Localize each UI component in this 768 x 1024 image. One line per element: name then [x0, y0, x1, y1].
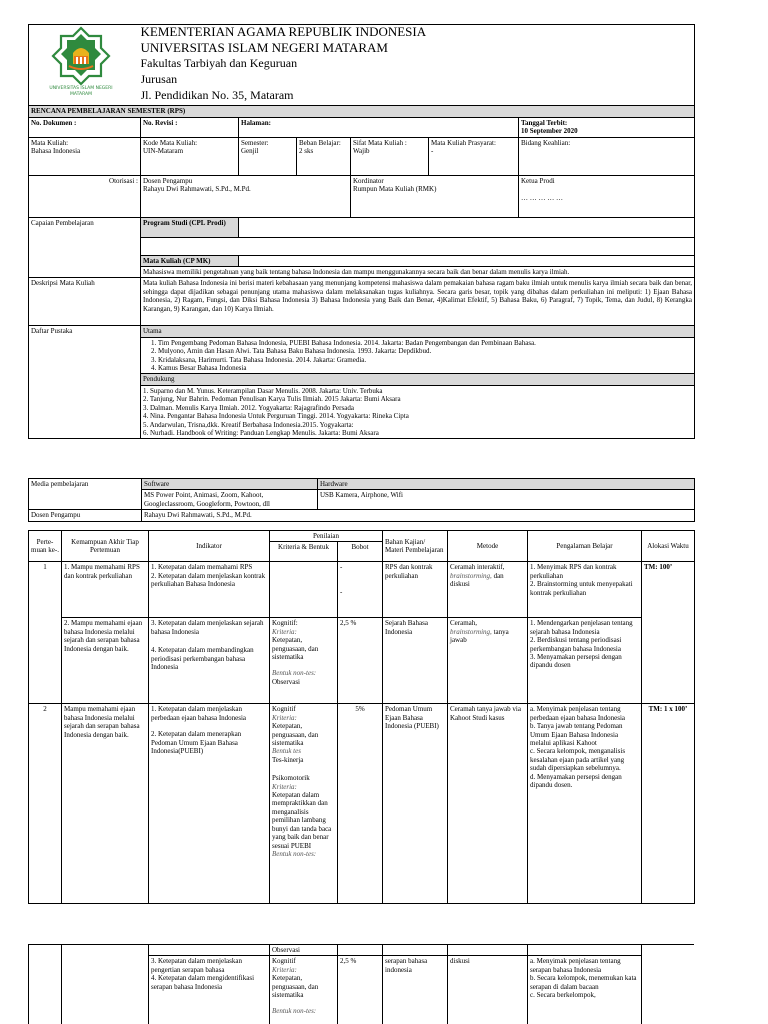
pengalaman-item: 3. Menyamakan persepsi dengan dipandu dosen: [530, 653, 622, 670]
th-kriteria: Kriteria & Bentuk: [270, 542, 338, 562]
mata-kuliah: [29, 137, 141, 175]
semester-value: Genjil: [241, 147, 259, 156]
software-label: Software: [142, 479, 318, 490]
kriteria-label: Kognitif: [272, 957, 296, 966]
beban-label: Beban Belajar:: [299, 138, 341, 147]
meeting-number: 2: [29, 704, 62, 904]
indikator-item: 3. Ketepatan dalam menjelaskan pengertian serapan bahasa: [151, 957, 242, 974]
logo-caption-2: MATARAM: [70, 92, 92, 97]
pengalaman-item: b. Tanya jawab tentang Pedoman Umum Ejaan Bahasa Indonesia melalui aplikasi Kahoot: [530, 722, 623, 748]
pengalaman-2: [528, 618, 642, 704]
rps-title: RENCANA PEMBELAJARAN SEMESTER (RPS): [29, 106, 695, 117]
pengalaman-item: 2. Berdiskusi tentang periodisasi perkembangan bahasa Indonesia: [530, 636, 622, 653]
university-name: UNIVERSITAS ISLAM NEGERI MATARAM: [140, 40, 388, 55]
hardware-label: Hardware: [318, 479, 695, 490]
th-penilaian: Penilaian: [270, 531, 383, 542]
kriteria-italic: Kriteria:: [272, 627, 297, 636]
pendukung-item: 4. Nina. Pengantar Bahasa Indonesia Untuk Perguruan Tinggi. 2014. Yogyakarta: Rineka Cipta: [143, 412, 409, 421]
waktu-2: TM: 1 x 100’: [642, 704, 695, 904]
tanggal-label: Tanggal Terbit:: [521, 118, 568, 127]
otorisasi-label: Otorisasi :: [29, 175, 141, 217]
bentuk-label: Bentuk non-tes:: [272, 1007, 317, 1016]
semester-label: Semester:: [241, 138, 269, 147]
indikator-item: 2. Ketepatan dalam menerapkan Pedoman Umum Ejaan Bahasa Indonesia(PUEBI): [151, 730, 242, 756]
sifat-value: Wajib: [353, 147, 370, 156]
plan-table: [28, 530, 694, 904]
metode-text: Ceramah interaktif,: [450, 563, 505, 572]
th-bobot: Bobot: [338, 542, 383, 562]
cont-bobot-top: [338, 945, 383, 956]
pengalaman-item: c. Secara berkelompok,: [530, 991, 596, 1000]
plan-table-continued: [28, 944, 694, 1024]
cpl-label: Program Studi (CPL Prodi): [141, 217, 239, 237]
software-value: MS Power Point, Animasi, Zoom, Kahoot, Googleclassroom, Googleform, Powtoon, dll: [142, 490, 318, 510]
indikator-item: 4. Ketepatan dalam membandingkan periodisasi perkembangan bahasa Indonesia: [151, 646, 254, 672]
th-metode: Metode: [448, 531, 528, 562]
prasyarat-value: -: [431, 147, 434, 156]
kode-value: UIN-Mataram: [143, 147, 184, 156]
kriteria-label: Kognitif: [272, 705, 296, 714]
bentuk-label: Bentuk non-tes:: [272, 669, 317, 678]
th-indikator: Indikator: [149, 531, 270, 562]
kriteria-4: [270, 956, 338, 1024]
cont-indikator-top: [149, 945, 270, 956]
cpmk-label: Mata Kuliah (CP MK): [141, 255, 239, 266]
kriteria-italic: Kriteria:: [272, 713, 297, 722]
kemampuan-2: 2. Mampu memahami ejaan bahasa Indonesia melalui sejarah dan serapan bahasa Indonesia dengan baik.: [62, 618, 149, 704]
pendukung-item: 5. Andarwulan, Trisna,dkk. Kreatif Berbahasa Indonesia.2015. Yogyakarta:: [143, 420, 354, 429]
kriteria-body: Ketepatan, penguasaan, dan sistematika: [272, 722, 319, 748]
kode-label: Kode Mata Kuliah:: [143, 138, 198, 147]
metode-text: tanya jawab: [450, 627, 509, 645]
pendukung-label: Pendukung: [141, 374, 695, 385]
th-pengalaman: Pengalaman Belajar: [528, 531, 642, 562]
th-alokasi: Alokasi Waktu: [642, 531, 695, 562]
bobot-3: 5%: [338, 704, 383, 904]
sifat: [351, 137, 429, 175]
kriteria-italic: Kriteria:: [272, 782, 297, 791]
bentuk-label: Bentuk non-tes:: [272, 849, 317, 858]
cont-no: [29, 945, 62, 1024]
ketua-prodi: [519, 175, 695, 217]
deskripsi-text: Mata kuliah Bahasa Indonesia ini berisi materi kebahasaan yang menunjang kompetensi mahasiswa dalam pemakaian bahasa ragam baku ilmiah untuk menulis karya ilmiah secara baik dan benar, sehingga dapat dijadikan sebagai penunjang utama mahasiswa dalam melaksanakan tugas kuliahnya. Secara garis besar, topik yang dibahas dalam perkuliahan ini meliputi: 1) Ejaan Bahasa Indonesia, 2) Ragam, Fungsi, dan Diksi Bahasa Indonesia 3) Bahasa Indonesia yang Baik dan Benar, 4)Kalimat Efektif, 5) Bahasa Baku, 6) Paragraf, 7) Topik, Tema, dan Judul, 8) Kerangka Karangan, 9) Karangan, dan 10) Karya Ilmiah.: [141, 278, 695, 326]
indikator-item: 2. Ketepatan dalam menjelaskan kontrak perkuliahan Bahasa Indonesia: [151, 571, 266, 589]
meeting-number: 1: [29, 562, 62, 704]
semester: [239, 137, 297, 175]
bentuk-value: Tes-kinerja: [272, 755, 304, 764]
header-text: [141, 25, 695, 106]
utama-item: 1. Tim Pengembang Pedoman Bahasa Indonesia, PUEBI Bahasa Indonesia. 2014. Jakarta: Badan Pengembangan dan Pembinaan Bahasa.: [151, 338, 536, 347]
kriteria-italic: Kriteria:: [272, 965, 297, 974]
pendukung-item: 2. Tanjung, Nur Bahrin. Pedoman Penulisan Karya Tulis Ilmiah. 2015 Jakarta: Bumi Aksara: [143, 395, 401, 404]
indikator-3: [149, 704, 270, 904]
indikator-item: 4. Ketepatan dalam mengidentifikasi serapan bahasa Indonesia: [151, 974, 255, 991]
bentuk-value: Observasi: [272, 677, 300, 686]
cpl-blank: [141, 237, 695, 255]
pengalaman-item: a. Menyimak penjelasan tentang perbedaan ejaan bahasa Indonesia: [530, 705, 626, 722]
cont-observasi: Observasi: [270, 945, 338, 956]
pengalaman-item: b. Secara kelompok, menemukan kata serapan di dalam bacaan: [530, 974, 637, 991]
bidang-keahlian: Bidang Keahlian:: [519, 137, 695, 175]
pendukung-item: 3. Dalman. Menulis Karya Ilmiah. 2012. Yogyakarta: Rajagrafindo Persada: [143, 403, 354, 412]
pengalaman-item: a. Menyimak penjelasan tentang serapan bahasa Indonesia: [530, 957, 621, 974]
pendukung-item: 6. Nurhadi. Handbook of Writing: Panduan Lengkap Menulis. Jakarta: Bumi Aksara: [143, 428, 379, 437]
metode-4: diskusi: [448, 956, 528, 1024]
ketua-value: … … … … …: [521, 194, 563, 203]
bobot-dash: -: [340, 563, 343, 572]
kriteria-label: Kognitif:: [272, 619, 298, 628]
bahan-4: serapan bahasa indonesia: [383, 956, 448, 1024]
university-logo-icon: [31, 26, 131, 102]
metode-1: [448, 562, 528, 618]
bahan-1: RPS dan kontrak perkuliahan: [383, 562, 448, 618]
faculty-name: Fakultas Tarbiyah dan Keguruan: [140, 56, 298, 70]
beban: [297, 137, 351, 175]
pengalaman-1: [528, 562, 642, 618]
indikator-1: [149, 562, 270, 618]
metode-2: [448, 618, 528, 704]
deskripsi-label: Deskripsi Mata Kuliah: [29, 278, 141, 326]
rps-block: [28, 24, 694, 439]
logo-caption-1: UNIVERSITAS ISLAM NEGERI: [49, 86, 113, 91]
th-bahan: Bahan Kajian/ Materi Pembelajaran: [383, 531, 448, 562]
beban-value: 2 sks: [299, 147, 314, 156]
metode-text: Ceramah,: [450, 619, 478, 628]
cont-bahan-top: [383, 945, 448, 956]
sifat-label: Sifat Mata Kuliah :: [353, 138, 407, 147]
department: Jurusan: [140, 72, 178, 86]
tanggal-value: 10 September 2020: [521, 127, 578, 136]
prasyarat: [429, 137, 519, 175]
prasyarat-label: Mata Kuliah Prasyarat:: [431, 138, 496, 147]
cpl-value: [239, 217, 695, 237]
metode-italic: brainstorming,: [450, 571, 492, 580]
mk-value: Bahasa Indonesia: [31, 147, 81, 156]
bentuk-label: Bentuk tes: [272, 747, 301, 756]
kriteria-2: [270, 618, 338, 704]
dosen-label: Dosen Pengampu: [143, 176, 193, 185]
hardware-value: USB Kamera, Airphone, Wifi: [318, 490, 695, 510]
cont-metode-top: [448, 945, 528, 956]
utama-item: 3. Kridalaksana, Harimurti. Tata Bahasa Indonesia. 2014. Jakarta: Gramedia.: [151, 355, 367, 364]
dosen-name: Rahayu Dwi Rahmawati, S.Pd., M.Pd.: [143, 185, 251, 194]
kriteria-body: Ketepatan, penguasaan, dan sistematika: [272, 974, 319, 1000]
bahan-3: Pedoman Umum Ejaan Bahasa Indonesia (PUEBI): [383, 704, 448, 904]
indikator-item: 1. Ketepatan dalam menjelaskan perbedaan ejaan bahasa Indonesia: [151, 705, 247, 722]
utama-item: 2. Mulyono, Amin dan Hasan Alwi. Tata Bahasa Baku Bahasa Indonesia. 1993. Jakarta: Depdikbud.: [151, 347, 432, 356]
dosen-pengampu-value: Rahayu Dwi Rahmawati, S.Pd., M.Pd.: [142, 510, 695, 521]
pengalaman-item: 1. Menyimak RPS dan kontrak perkuliahan: [530, 563, 617, 580]
bobot-2: 2,5 %: [338, 618, 383, 704]
indikator-item: 3. Ketepatan dalam menjelaskan sejarah bahasa Indonesia: [151, 619, 264, 636]
kode-mk: [141, 137, 239, 175]
media-block: [28, 478, 694, 522]
indikator-2: [149, 618, 270, 704]
no-dokumen: No. Dokumen :: [29, 117, 141, 137]
address: Jl. Pendidikan No. 35, Mataram: [140, 88, 294, 102]
metode-text: dan diskusi: [450, 571, 504, 589]
psiko-label: Psikomotorik: [272, 774, 310, 783]
th-kemampuan: Kemampuan Akhir Tiap Pertemuan: [62, 531, 149, 562]
pengalaman-item: c. Secara kelompok, menganalisis kesalahan ejaan pada artikel yang sudah dipersiapkan sebelumnya.: [530, 747, 626, 773]
cont-waktu: [642, 945, 695, 1024]
kriteria-body: Ketepatan, penguasaan, dan sistematika: [272, 636, 319, 662]
koordinator-label: Kordinator: [353, 176, 384, 185]
ketua-label: Ketua Prodi: [521, 176, 555, 185]
pengalaman-item: d. Menyamakan persepsi dengan dipandu dosen.: [530, 772, 622, 790]
th-pertemuan: Perte-muan ke-.: [29, 531, 62, 562]
dosen-pengampu-label: Dosen Pengampu: [29, 510, 142, 521]
waktu-1: TM: 100’: [642, 562, 695, 704]
kriteria-3: [270, 704, 338, 904]
koordinator: [351, 175, 519, 217]
indikator-item: 1. Ketepatan dalam memahami RPS: [151, 563, 253, 572]
no-revisi: No. Revisi :: [141, 117, 239, 137]
kemampuan-3: Mampu memahami ejaan bahasa Indonesia melalui sejarah dan serapan bahasa Indonesia dengan baik.: [62, 704, 149, 904]
pengalaman-item: 2. Brainstorming untuk menyepakati kontrak perkuliahan: [530, 580, 633, 597]
koordinator-value: Rumpun Mata Kuliah (RMK): [353, 185, 437, 194]
bobot-dash: -: [340, 587, 343, 596]
pengalaman-item: 1. Mendengarkan penjelasan tentang sejarah bahasa Indonesia: [530, 619, 633, 636]
utama-label: Utama: [141, 326, 695, 337]
dosen-pengampu: [141, 175, 351, 217]
kemampuan-1: 1. Mampu memahami RPS dan kontrak perkuliahan: [62, 562, 149, 618]
pendukung-item: 1. Suparno dan M. Yunus. Keterampilan Dasar Menulis. 2008. Jakarta: Univ. Terbuka: [143, 386, 383, 395]
bobot-1: [338, 562, 383, 618]
bahan-2: Sejarah Bahasa Indonesia: [383, 618, 448, 704]
cpmk-text: Mahasiswa memiliki pengetahuan yang baik tentang bahasa Indonesia dan mampu menggunakannya secara baik dan benar dalam menulis karya ilmiah.: [141, 267, 695, 278]
pengalaman-3: [528, 704, 642, 904]
metode-3: Ceramah tanya jawab via Kahoot Studi kasus: [448, 704, 528, 904]
capaian-label: Capaian Pembelajaran: [29, 217, 141, 278]
pendukung-list: [141, 385, 695, 438]
logo-cell: [29, 25, 141, 106]
indikator-4: [149, 956, 270, 1024]
media-label: Media pembelajaran: [29, 479, 142, 510]
halaman: Halaman:: [239, 117, 519, 137]
metode-italic: brainstorming,: [450, 627, 492, 636]
mk-label: Mata Kuliah:: [31, 138, 69, 147]
utama-list: [141, 337, 695, 374]
kriteria-body: Ketepatan dalam mempraktikkan dan menganalisis pemilihan lambang bunyi dan tanda baca yang baik dan benar sesuai PUEBI: [272, 791, 332, 850]
cpmk-blank: [239, 255, 695, 266]
kriteria-1: [270, 562, 338, 618]
utama-item: 4. Kamus Besar Bahasa Indonesia: [151, 364, 247, 373]
pengalaman-4: [528, 956, 642, 1024]
tanggal-terbit: [519, 117, 695, 137]
bobot-4: 2,5 %: [338, 956, 383, 1024]
pustaka-label: Daftar Pustaka: [29, 326, 141, 439]
cont-kemampuan: [62, 945, 149, 1024]
ministry-name: KEMENTERIAN AGAMA REPUBLIK INDONESIA: [140, 24, 427, 39]
cont-peng-top: [528, 945, 642, 956]
